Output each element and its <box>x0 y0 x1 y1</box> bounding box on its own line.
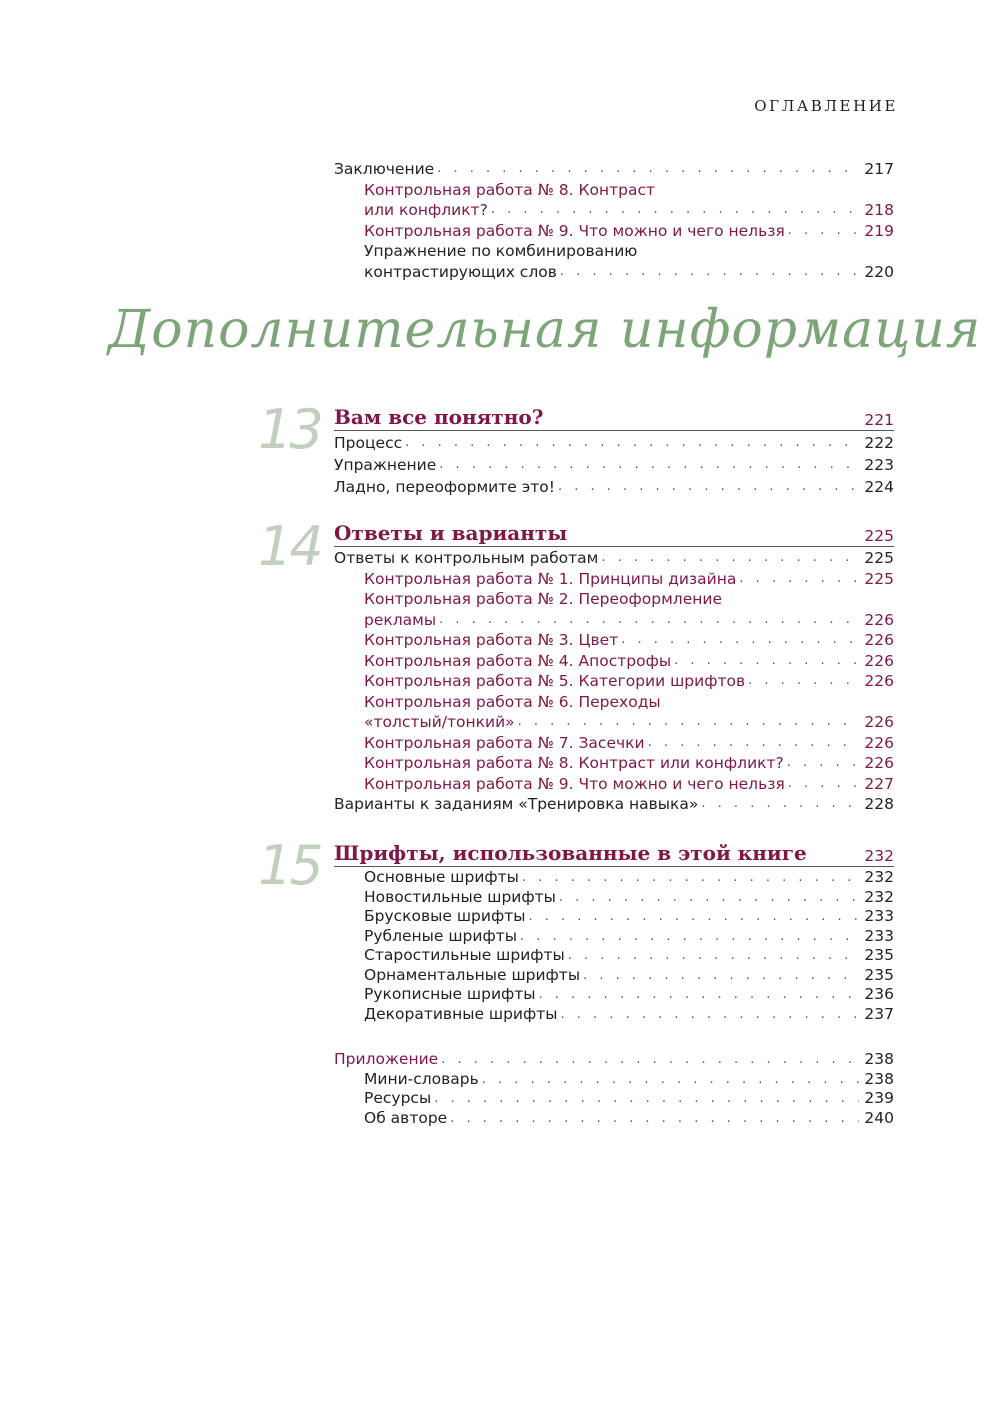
chapter-14-block <box>334 521 894 815</box>
toc-entry-page: 239 <box>864 1089 894 1107</box>
toc-entry-title: Контрольная работа № 9. Что можно и чего нельзя <box>364 774 785 793</box>
toc-entry-page: 235 <box>864 965 894 984</box>
toc-entry-title: Рубленые шрифты <box>364 926 517 945</box>
chapter-title: Ответы и варианты <box>334 521 568 545</box>
appendix-block <box>334 1050 894 1128</box>
chapter-heading[interactable] <box>334 841 894 867</box>
toc-entry-page: 224 <box>864 478 894 496</box>
toc-entry[interactable] <box>334 733 894 754</box>
toc-entry-page: 226 <box>864 733 894 752</box>
toc-entry-title: Процесс <box>334 434 403 452</box>
toc-entry[interactable] <box>334 548 894 569</box>
toc-entry-title: Контрольная работа № 9. Что можно и чего нельзя <box>364 221 785 240</box>
chapter-title: Вам все понятно? <box>334 405 544 429</box>
chapter-heading[interactable] <box>334 521 894 547</box>
toc-entry[interactable] <box>334 753 894 774</box>
chapter-13-block <box>334 405 894 498</box>
chapter-page: 232 <box>864 847 894 865</box>
chapter-number: 13 <box>258 398 321 461</box>
toc-entry-page: 236 <box>864 985 894 1003</box>
toc-entry[interactable] <box>334 651 894 672</box>
toc-entry-page: 228 <box>864 795 894 813</box>
toc-entry-page: 237 <box>864 1004 894 1023</box>
toc-entry[interactable] <box>334 888 894 908</box>
toc-entry-page: 226 <box>864 651 894 670</box>
toc-entry[interactable] <box>334 221 894 242</box>
toc-entry[interactable] <box>334 1005 894 1025</box>
toc-entry[interactable] <box>334 946 894 966</box>
toc-entry-page: 232 <box>864 868 894 886</box>
toc-entry-title: Ответы к контрольным работам <box>334 549 599 567</box>
toc-entry-title: Упражнение по комбинированию <box>364 242 638 260</box>
toc-entry-title: Контрольная работа № 5. Категории шрифтов <box>364 672 746 690</box>
toc-entry-title: Ресурсы <box>364 1089 432 1107</box>
toc-entry-page: 233 <box>864 907 894 925</box>
toc-entry-title: Заключение <box>334 160 435 178</box>
toc-entry-page: 232 <box>864 887 894 906</box>
toc-entry[interactable] <box>334 966 894 986</box>
toc-entry-title: Брусковые шрифты <box>364 907 526 925</box>
chapter-title: Шрифты, использованные в этой книге <box>334 841 807 865</box>
toc-entry-title: Ладно, переоформите это! <box>334 478 555 496</box>
toc-entry-title: Контрольная работа № 3. Цвет <box>364 631 619 649</box>
toc-entry[interactable] <box>334 1109 894 1129</box>
toc-entry[interactable] <box>334 1050 894 1070</box>
toc-entry[interactable] <box>334 794 894 815</box>
toc-entry[interactable] <box>334 907 894 927</box>
toc-entry-page: 227 <box>864 774 894 793</box>
toc-entry[interactable] <box>334 476 894 498</box>
toc-entry-title: Контрольная работа № 8. Контраст <box>364 180 656 199</box>
toc-top-block <box>334 159 894 282</box>
toc-entry-title: Приложение <box>334 1050 439 1068</box>
chapter-heading[interactable] <box>334 405 894 431</box>
toc-entry-title: Орнаментальные шрифты <box>364 965 581 984</box>
toc-entry-title-cont: «толстый/тонкий» <box>364 713 515 731</box>
toc-entry-title: Контрольная работа № 1. Принципы дизайна <box>364 569 737 588</box>
toc-entry-title: Рукописные шрифты <box>364 985 536 1003</box>
toc-entry-page: 218 <box>864 201 894 219</box>
chapter-page: 221 <box>864 411 894 429</box>
toc-entry-title: Декоративные шрифты <box>364 1004 558 1023</box>
toc-entry-page: 226 <box>864 610 894 629</box>
toc-entry-title: Контрольная работа № 7. Засечки <box>364 733 645 752</box>
toc-entry-page: 220 <box>864 262 894 281</box>
toc-entry-page: 240 <box>864 1108 894 1127</box>
toc-entry[interactable] <box>334 1070 894 1090</box>
toc-entry[interactable] <box>334 927 894 947</box>
toc-entry-page: 225 <box>864 569 894 588</box>
toc-entry[interactable] <box>334 868 894 888</box>
toc-entry-title: Мини-словарь <box>364 1069 479 1088</box>
toc-entry-title: Контрольная работа № 6. Переходы <box>364 692 661 711</box>
toc-entry-title-cont: контрастирующих слов <box>364 262 557 281</box>
toc-entry-page: 226 <box>864 713 894 731</box>
toc-entry-title: Старостильные шрифты <box>364 946 565 964</box>
toc-entry-page: 226 <box>864 672 894 690</box>
section-title: Дополнительная информация <box>108 300 982 360</box>
toc-entry-title: Новостильные шрифты <box>364 887 556 906</box>
chapter-15-block <box>334 841 894 1024</box>
toc-entry-page: 233 <box>864 926 894 945</box>
toc-entry-page: 219 <box>864 221 894 240</box>
toc-entry-title: Упражнение <box>334 456 437 474</box>
toc-entry[interactable] <box>334 671 894 692</box>
toc-entry[interactable] <box>334 692 894 733</box>
toc-entry[interactable] <box>334 241 894 282</box>
toc-entry-title-cont: рекламы <box>364 610 437 629</box>
toc-entry[interactable] <box>334 180 894 221</box>
running-header: ОГЛАВЛЕНИЕ <box>754 97 898 115</box>
toc-entry-page: 238 <box>864 1069 894 1088</box>
toc-entry[interactable] <box>334 630 894 651</box>
toc-entry-title: Об авторе <box>364 1108 448 1127</box>
toc-entry-title: Контрольная работа № 4. Апострофы <box>364 651 672 670</box>
toc-entry[interactable] <box>334 589 894 630</box>
toc-entry-page: 235 <box>864 946 894 964</box>
toc-entry-title: Контрольная работа № 8. Контраст или конфликт? <box>364 754 784 772</box>
chapter-number: 14 <box>258 515 321 578</box>
toc-entry-title: Основные шрифты <box>364 868 519 886</box>
toc-entry-title-cont: или конфликт? <box>364 201 488 219</box>
toc-entry[interactable] <box>334 774 894 795</box>
toc-entry-page: 222 <box>864 434 894 452</box>
toc-entry-title: Контрольная работа № 2. Переоформление <box>364 590 722 608</box>
toc-entry-page: 226 <box>864 631 894 649</box>
toc-entry[interactable] <box>334 432 894 454</box>
toc-entry[interactable] <box>334 985 894 1005</box>
chapter-page: 225 <box>864 527 894 545</box>
toc-entry-page: 225 <box>864 549 894 567</box>
toc-entry[interactable] <box>334 569 894 590</box>
toc-entry-page: 217 <box>864 160 894 178</box>
chapter-number: 15 <box>258 834 321 897</box>
toc-entry-page: 238 <box>864 1050 894 1068</box>
toc-entry[interactable] <box>334 1089 894 1109</box>
toc-entry-page: 223 <box>864 456 894 474</box>
toc-entry-page: 226 <box>864 754 894 772</box>
toc-entry[interactable] <box>334 454 894 476</box>
toc-entry-title: Варианты к заданиям «Тренировка навыка» <box>334 795 699 813</box>
toc-entry[interactable] <box>334 159 894 180</box>
